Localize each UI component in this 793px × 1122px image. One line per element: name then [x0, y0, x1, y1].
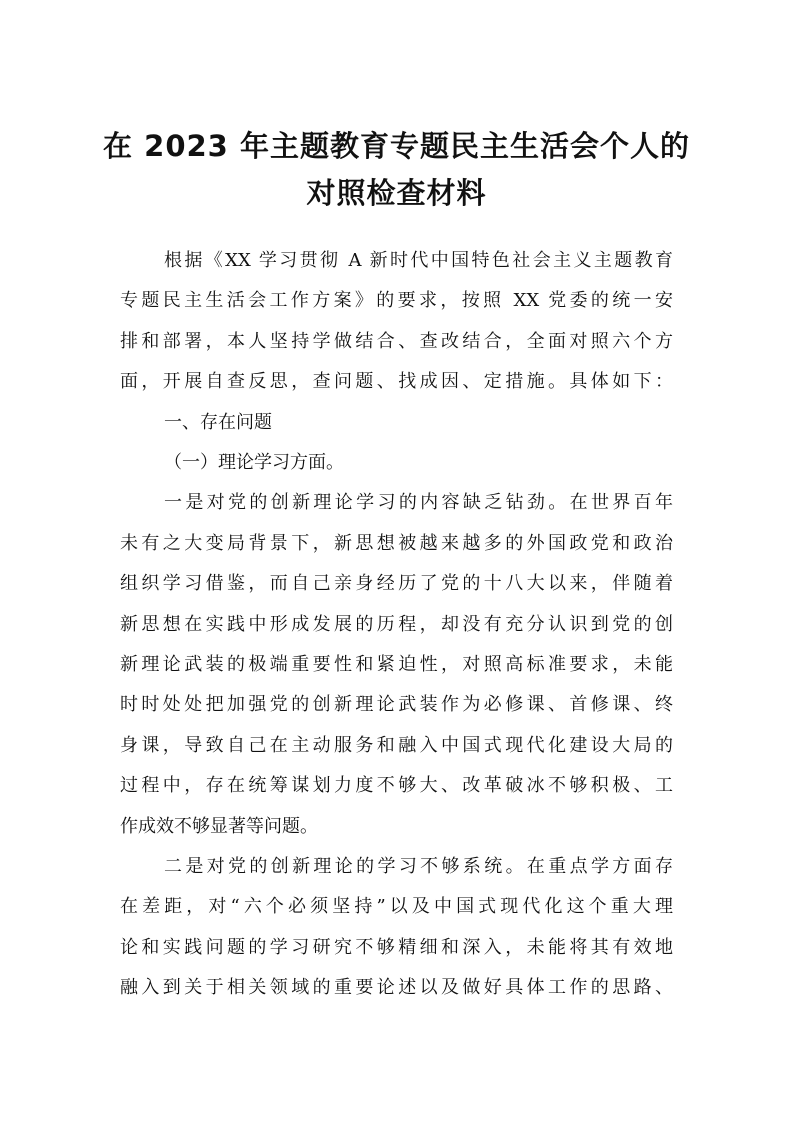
- body-text-line: 时时处处把加强党的创新理论武装作为必修课、首修课、终: [120, 694, 673, 715]
- body-text-line: 在差距，对“六个必须坚持”以及中国式现代化这个重大理: [120, 896, 673, 917]
- body-text-line: 排和部署，本人坚持学做结合、查改结合，全面对照六个方: [120, 331, 673, 352]
- body-text-line: 过程中，存在统筹谋划力度不够大、改革破冰不够积极、工: [120, 775, 673, 796]
- body-text-line: 作成效不够显著等问题。: [120, 816, 318, 837]
- body-text-line: 一、存在问题: [164, 412, 272, 433]
- body-text-line: 面，开展自查反思，查问题、找成因、定措施。具体如下：: [120, 371, 673, 392]
- body-text-line: 专题民主生活会工作方案》的要求，按照 XX 党委的统一安: [120, 290, 673, 311]
- body-text-line: 融入到关于相关领域的重要论述以及做好具体工作的思路、: [120, 977, 673, 998]
- body-text-line: 未有之大变局背景下，新思想被越来越多的外国政党和政治: [120, 533, 673, 554]
- document-title-line-1: 在 2023 年主题教育专题民主生活会个人的: [103, 129, 690, 163]
- body-text-line: 根据《XX 学习贯彻 A 新时代中国特色社会主义主题教育: [164, 250, 673, 271]
- body-text-line: 新思想在实践中形成发展的历程，却没有充分认识到党的创: [120, 614, 673, 635]
- body-text-line: 一是对党的创新理论学习的内容缺乏钻劲。在世界百年: [164, 492, 673, 513]
- body-text-line: （一）理论学习方面。: [164, 452, 344, 473]
- body-text-line: 组织学习借鉴，而自己亲身经历了党的十八大以来，伴随着: [120, 573, 673, 594]
- document-title-line-2: 对照检查材料: [306, 176, 487, 210]
- body-text-line: 新理论武装的极端重要性和紧迫性，对照高标准要求，未能: [120, 654, 673, 675]
- body-text-line: 身课，导致自己在主动服务和融入中国式现代化建设大局的: [120, 735, 673, 756]
- body-text-line: 二是对党的创新理论的学习不够系统。在重点学方面存: [164, 856, 673, 877]
- body-text-line: 论和实践问题的学习研究不够精细和深入，未能将其有效地: [120, 937, 673, 958]
